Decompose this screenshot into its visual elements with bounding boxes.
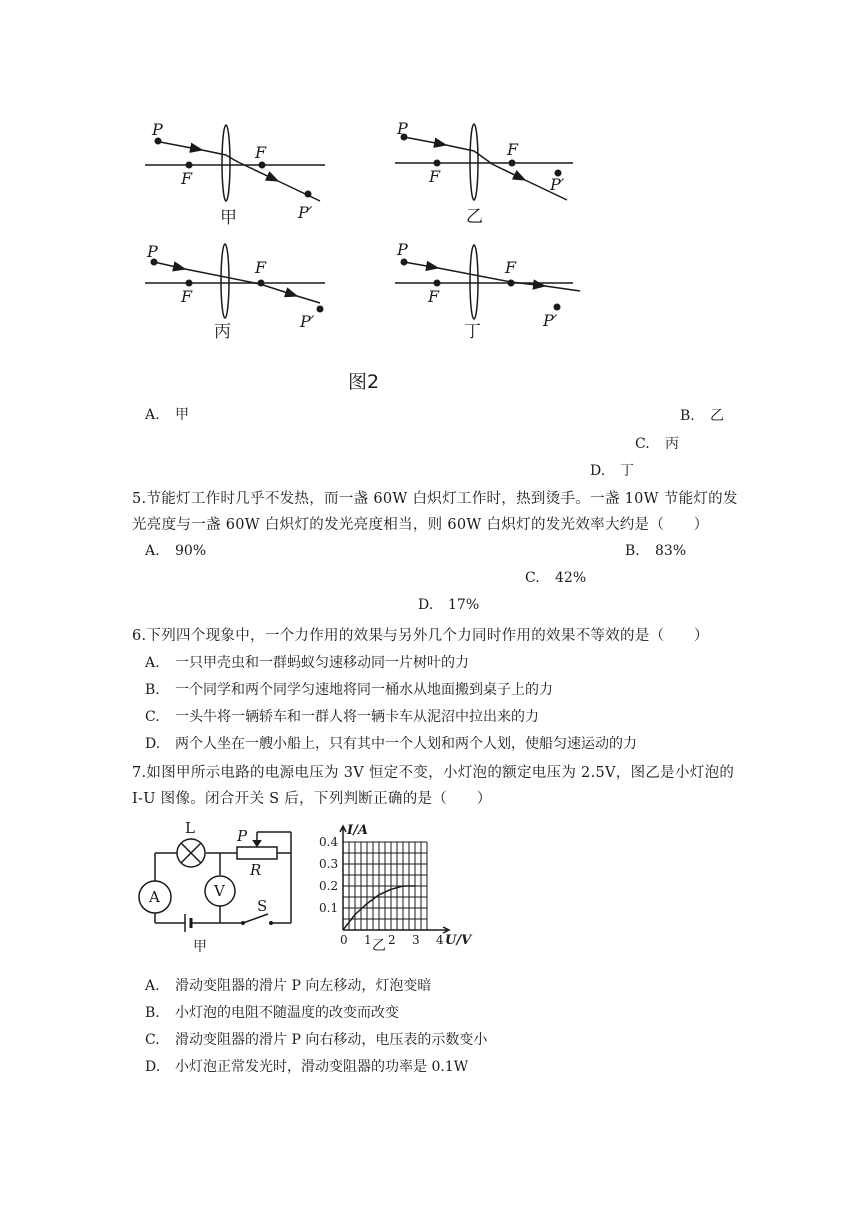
label-f-right: F — [255, 258, 267, 277]
incident-ray — [404, 137, 446, 145]
q4-option-a[interactable] — [145, 404, 189, 424]
q7-stem-line1: 7.如图甲所示电路的电源电压为 3V 恒定不变，小灯泡的额定电压为 2.5V，图乙是小灯泡的 — [132, 765, 735, 781]
iu-graph — [315, 815, 472, 955]
option-text: 一个同学和两个同学匀速地将同一桶水从地面搬到桌子上的力 — [175, 682, 553, 698]
figure-2-lens-diagrams — [0, 0, 865, 400]
label-f-left: F — [181, 287, 193, 306]
ray — [202, 150, 240, 163]
option-text: 两个人坐在一艘小船上，只有其中一个人划和两个人划，使船匀速运动的力 — [175, 736, 637, 752]
q6-option-b[interactable] — [145, 679, 553, 699]
option-text: 滑动变阻器的滑片 P 向右移动，电压表的示数变小 — [175, 1032, 488, 1048]
label-ammeter: A — [149, 888, 160, 906]
option-letter: B. — [145, 682, 160, 698]
resistor-r — [237, 847, 277, 859]
option-letter: B. — [680, 408, 695, 424]
focus-right — [259, 162, 266, 169]
q4-option-d[interactable] — [590, 460, 634, 480]
label-f-right: F — [507, 140, 519, 159]
option-text: 42% — [555, 570, 587, 586]
label-p-prime: P′ — [543, 311, 558, 330]
label-switch: S — [257, 897, 268, 915]
label-p-prime: P′ — [550, 175, 565, 194]
x-tick-label: 2 — [388, 933, 396, 947]
option-letter: D. — [590, 463, 606, 479]
label-lamp: L — [185, 819, 195, 837]
option-letter: C. — [145, 1032, 160, 1048]
option-letter: B. — [625, 543, 640, 559]
panel-name: 丁 — [464, 322, 481, 342]
option-text: 小灯泡的电阻不随温度的改变而改变 — [175, 1005, 399, 1021]
option-letter: C. — [635, 436, 650, 452]
incident-ray — [154, 262, 185, 269]
panel-ding — [395, 245, 580, 319]
label-f-right: F — [255, 143, 267, 162]
label-p: P — [397, 240, 408, 259]
label-resistor: R — [250, 861, 262, 879]
refracted-ray — [260, 284, 297, 296]
option-letter: A. — [145, 407, 160, 423]
focus-left — [434, 280, 441, 287]
convex-lens — [222, 125, 230, 201]
label-f-left: F — [181, 169, 193, 188]
q5-option-c[interactable] — [525, 570, 586, 586]
point-p-prime — [317, 306, 324, 313]
q7-option-a[interactable] — [145, 975, 431, 995]
q6-stem: 6.下列四个现象中，一个力作用的效果与另外几个力同时作用的效果不等效的是（ ） — [132, 628, 709, 644]
focus-right — [508, 280, 515, 287]
panel-yi — [395, 124, 573, 200]
option-text: 83% — [655, 543, 687, 559]
option-letter: A. — [145, 543, 160, 559]
convex-lens — [221, 244, 229, 318]
focus-right — [509, 160, 516, 167]
label-f-right: F — [505, 258, 517, 277]
label-f-left: F — [429, 167, 441, 186]
option-letter: C. — [145, 709, 160, 725]
label-p-prime: P′ — [298, 203, 313, 222]
x-tick-label: 1 — [364, 933, 372, 947]
battery — [185, 914, 191, 932]
label-p: P — [397, 119, 408, 138]
label-slider: P — [237, 827, 248, 845]
ray — [185, 269, 260, 284]
option-letter: D. — [145, 1059, 161, 1075]
q7-option-d[interactable] — [145, 1056, 468, 1076]
lamp-l — [177, 839, 205, 867]
option-text: 一头牛将一辆轿车和一群人将一辆卡车从泥沼中拉出来的力 — [175, 709, 539, 725]
label-p-prime: P′ — [300, 312, 315, 331]
q4-option-b[interactable] — [680, 405, 724, 425]
point-p — [401, 259, 408, 266]
y-tick-label: 0.4 — [319, 835, 339, 849]
ray — [438, 268, 511, 282]
incident-ray — [160, 142, 202, 150]
circuit-diagram — [125, 815, 305, 965]
label-voltmeter: V — [214, 882, 225, 900]
circuit-caption: 甲 — [193, 939, 207, 955]
q6-option-d[interactable] — [145, 733, 637, 753]
option-text: 丁 — [620, 463, 634, 479]
q6-option-a[interactable] — [145, 652, 469, 672]
option-letter: C. — [525, 570, 540, 586]
option-text: 小灯泡正常发光时，滑动变阻器的功率是 0.1W — [175, 1059, 469, 1075]
q4-option-c[interactable] — [635, 433, 679, 453]
q5-stem-line1: 5.节能灯工作时几乎不发热，而一盏 60W 白炽灯工作时，热到烫手。一盏 10W 节能灯的发 — [132, 491, 738, 507]
option-text: 甲 — [175, 407, 189, 423]
panel-name: 甲 — [220, 208, 237, 228]
panel-bing — [145, 244, 325, 318]
figure-caption: 图2 — [348, 371, 380, 393]
refracted-ray — [492, 164, 525, 180]
option-letter: B. — [145, 1005, 160, 1021]
option-text: 乙 — [710, 408, 724, 424]
option-text: 17% — [448, 597, 480, 613]
q5-stem-line2: 光亮度与一盏 60W 白炽灯的发光亮度相当，则 60W 白炽灯的发光效率大约是（ ） — [132, 517, 709, 533]
x-axis-label: U/V — [445, 933, 472, 948]
ray — [446, 145, 492, 164]
q6-option-c[interactable] — [145, 706, 539, 726]
option-letter: D. — [418, 597, 434, 613]
convex-lens — [470, 245, 478, 319]
convex-lens — [470, 124, 478, 200]
incident-ray — [404, 262, 438, 268]
point-p-prime — [554, 304, 561, 311]
q7-stem-line2: I-U 图像。闭合开关 S 后，下列判断正确的是（ ） — [132, 791, 492, 807]
y-axis-label: I/A — [347, 823, 368, 838]
y-tick-label: 0.3 — [319, 857, 339, 871]
option-letter: A. — [145, 978, 160, 994]
y-tick-label: 0.1 — [319, 901, 339, 915]
x-axis — [343, 927, 449, 933]
option-text: 丙 — [665, 436, 679, 452]
switch-s — [243, 914, 268, 923]
label-f-left: F — [428, 287, 440, 306]
x-tick-label: 3 — [412, 933, 420, 947]
focus-left — [186, 162, 193, 169]
label-p: P — [152, 120, 163, 139]
q5-option-d[interactable] — [418, 597, 479, 613]
x-tick-label: 4 — [436, 933, 444, 947]
q7-option-b[interactable] — [145, 1002, 399, 1022]
y-tick-label: 0.2 — [319, 879, 339, 893]
option-text: 滑动变阻器的滑片 P 向左移动，灯泡变暗 — [175, 978, 432, 994]
panel-jia — [145, 125, 325, 201]
panel-name: 乙 — [466, 207, 483, 227]
option-text: 90% — [175, 543, 207, 559]
point-p-prime — [305, 191, 312, 198]
option-letter: A. — [145, 655, 160, 671]
focus-left — [186, 280, 193, 287]
option-text: 一只甲壳虫和一群蚂蚁匀速移动同一片树叶的力 — [175, 655, 469, 671]
option-letter: D. — [145, 736, 161, 752]
x-tick-label: 0 — [340, 933, 348, 947]
focus-right — [258, 280, 265, 287]
label-p: P — [147, 242, 158, 261]
focus-left — [434, 160, 441, 167]
q5-option-a[interactable] — [145, 543, 206, 559]
graph-caption: 乙 — [372, 938, 386, 954]
q7-option-c[interactable] — [145, 1029, 487, 1049]
panel-name: 丙 — [214, 322, 231, 342]
q5-option-b[interactable] — [625, 543, 686, 559]
